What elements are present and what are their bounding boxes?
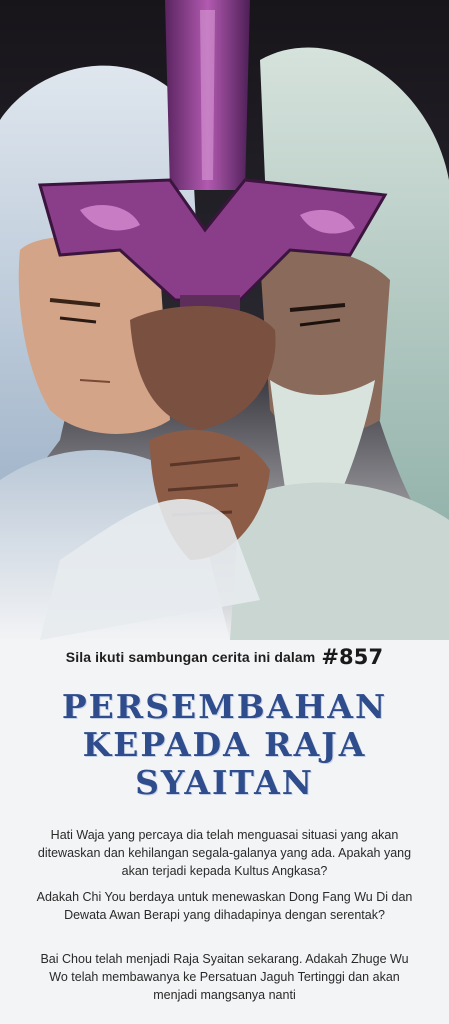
issue-number: #857 xyxy=(321,645,384,669)
title-line-1: PERSEMBAHAN xyxy=(61,687,388,726)
synopsis-paragraph-1: Hati Waja yang percaya dia telah menguasai situasi yang akan ditewaskan dan kehilangan segala-galanya yang ada. Apakah yang akan terjadi kepada Kultus Angkasa? xyxy=(37,828,412,878)
synopsis-paragraph-3: Bai Chou telah menjadi Raja Syaitan sekarang. Adakah Zhuge Wu Wo telah membawanya ke Persatuan Jaguh Tertinggi dan akan menjadi mangsanya nanti xyxy=(40,952,409,1002)
next-chapter-title xyxy=(0,688,449,802)
teaser-text: Sila ikuti sambungan cerita ini dalam xyxy=(65,649,316,665)
continuation-teaser xyxy=(0,645,449,669)
title-line-2: KEPADA RAJA xyxy=(82,725,367,764)
synopsis-paragraph-2: Adakah Chi You berdaya untuk menewaskan Dong Fang Wu Di dan Dewata Awan Berapi yang dihadapinya dengan serentak? xyxy=(36,890,413,922)
right-warrior-robe xyxy=(230,483,449,640)
title-line-3: SYAITAN xyxy=(135,763,314,802)
